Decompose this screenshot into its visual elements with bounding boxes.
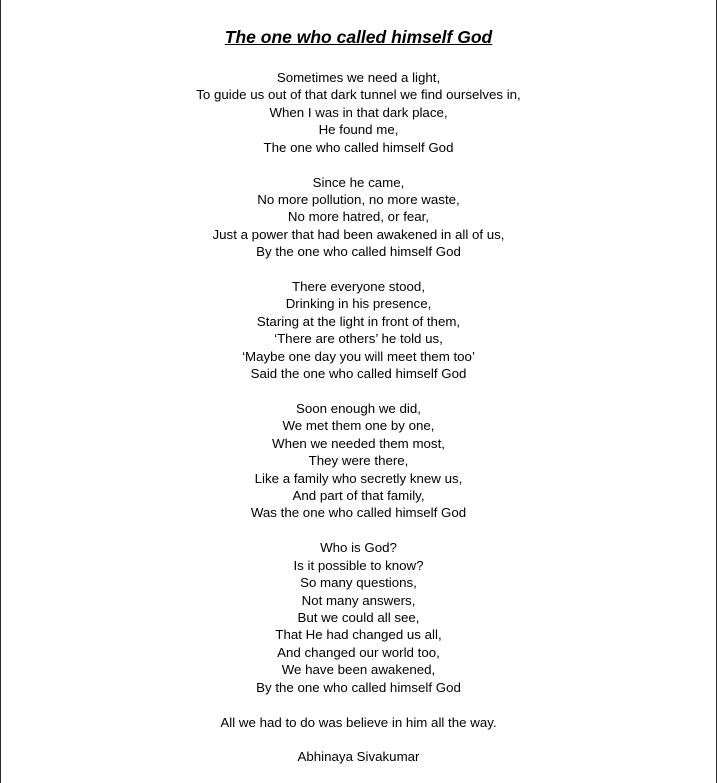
poem-line: ‘There are others’ he told us,: [274, 331, 443, 347]
poem-line: No more pollution, no more waste,: [257, 191, 460, 207]
poem-line: But we could all see,: [297, 609, 420, 625]
poem-line: No more hatred, or fear,: [287, 209, 430, 225]
closing-line: All we had to do was believe in him all the way.: [220, 714, 497, 730]
poem-line: They were there,: [308, 453, 409, 469]
poem-title: The one who called himself God: [224, 27, 493, 47]
poem-line: Drinking in his presence,: [285, 296, 432, 312]
poem-line: To guide us out of that dark tunnel we find ourselves in,: [196, 87, 521, 103]
poem-line: Said the one who called himself God: [250, 366, 467, 382]
poem-line: And changed our world too,: [277, 644, 440, 660]
stanza-5: [1, 539, 716, 696]
poem-body: [1, 26, 716, 766]
poem-line: He found me,: [318, 122, 399, 138]
stanza-4: [1, 400, 716, 522]
poem-line: There everyone stood,: [291, 279, 426, 295]
poem-line: When I was in that dark place,: [269, 104, 448, 120]
author-name: Abhinaya Sivakumar: [297, 749, 420, 765]
poem-line: That He had changed us all,: [275, 627, 442, 643]
poem-line: Who is God?: [320, 540, 397, 556]
poem-line: Not many answers,: [301, 592, 416, 608]
poem-line: When we needed them most,: [272, 435, 445, 451]
stanza-2: [1, 174, 716, 261]
poem-line: Soon enough we did,: [296, 401, 421, 416]
poem-line: The one who called himself God: [263, 139, 454, 155]
poem-line: Like a family who secretly knew us,: [254, 470, 463, 486]
poem-line: Since he came,: [312, 174, 405, 190]
stanza-3: [1, 278, 716, 382]
poem-line: So many questions,: [300, 575, 417, 591]
stanza-1: [1, 69, 716, 156]
poem-line: ‘Maybe one day you will meet them too’: [242, 348, 475, 364]
poem-line: Just a power that had been awakened in all of us,: [212, 226, 505, 242]
poem-line: Is it possible to know?: [293, 557, 424, 573]
poem-line: And part of that family,: [292, 488, 425, 504]
poem-line: By the one who called himself God: [256, 679, 461, 695]
poem-line: Sometimes we need a light,: [276, 70, 441, 85]
poem-line: We met them one by one,: [282, 418, 435, 434]
poem-line: Was the one who called himself God: [250, 505, 467, 521]
poem-line: By the one who called himself God: [256, 244, 461, 260]
poem-line: Staring at the light in front of them,: [256, 313, 461, 329]
poem-line: We have been awakened,: [281, 662, 436, 678]
